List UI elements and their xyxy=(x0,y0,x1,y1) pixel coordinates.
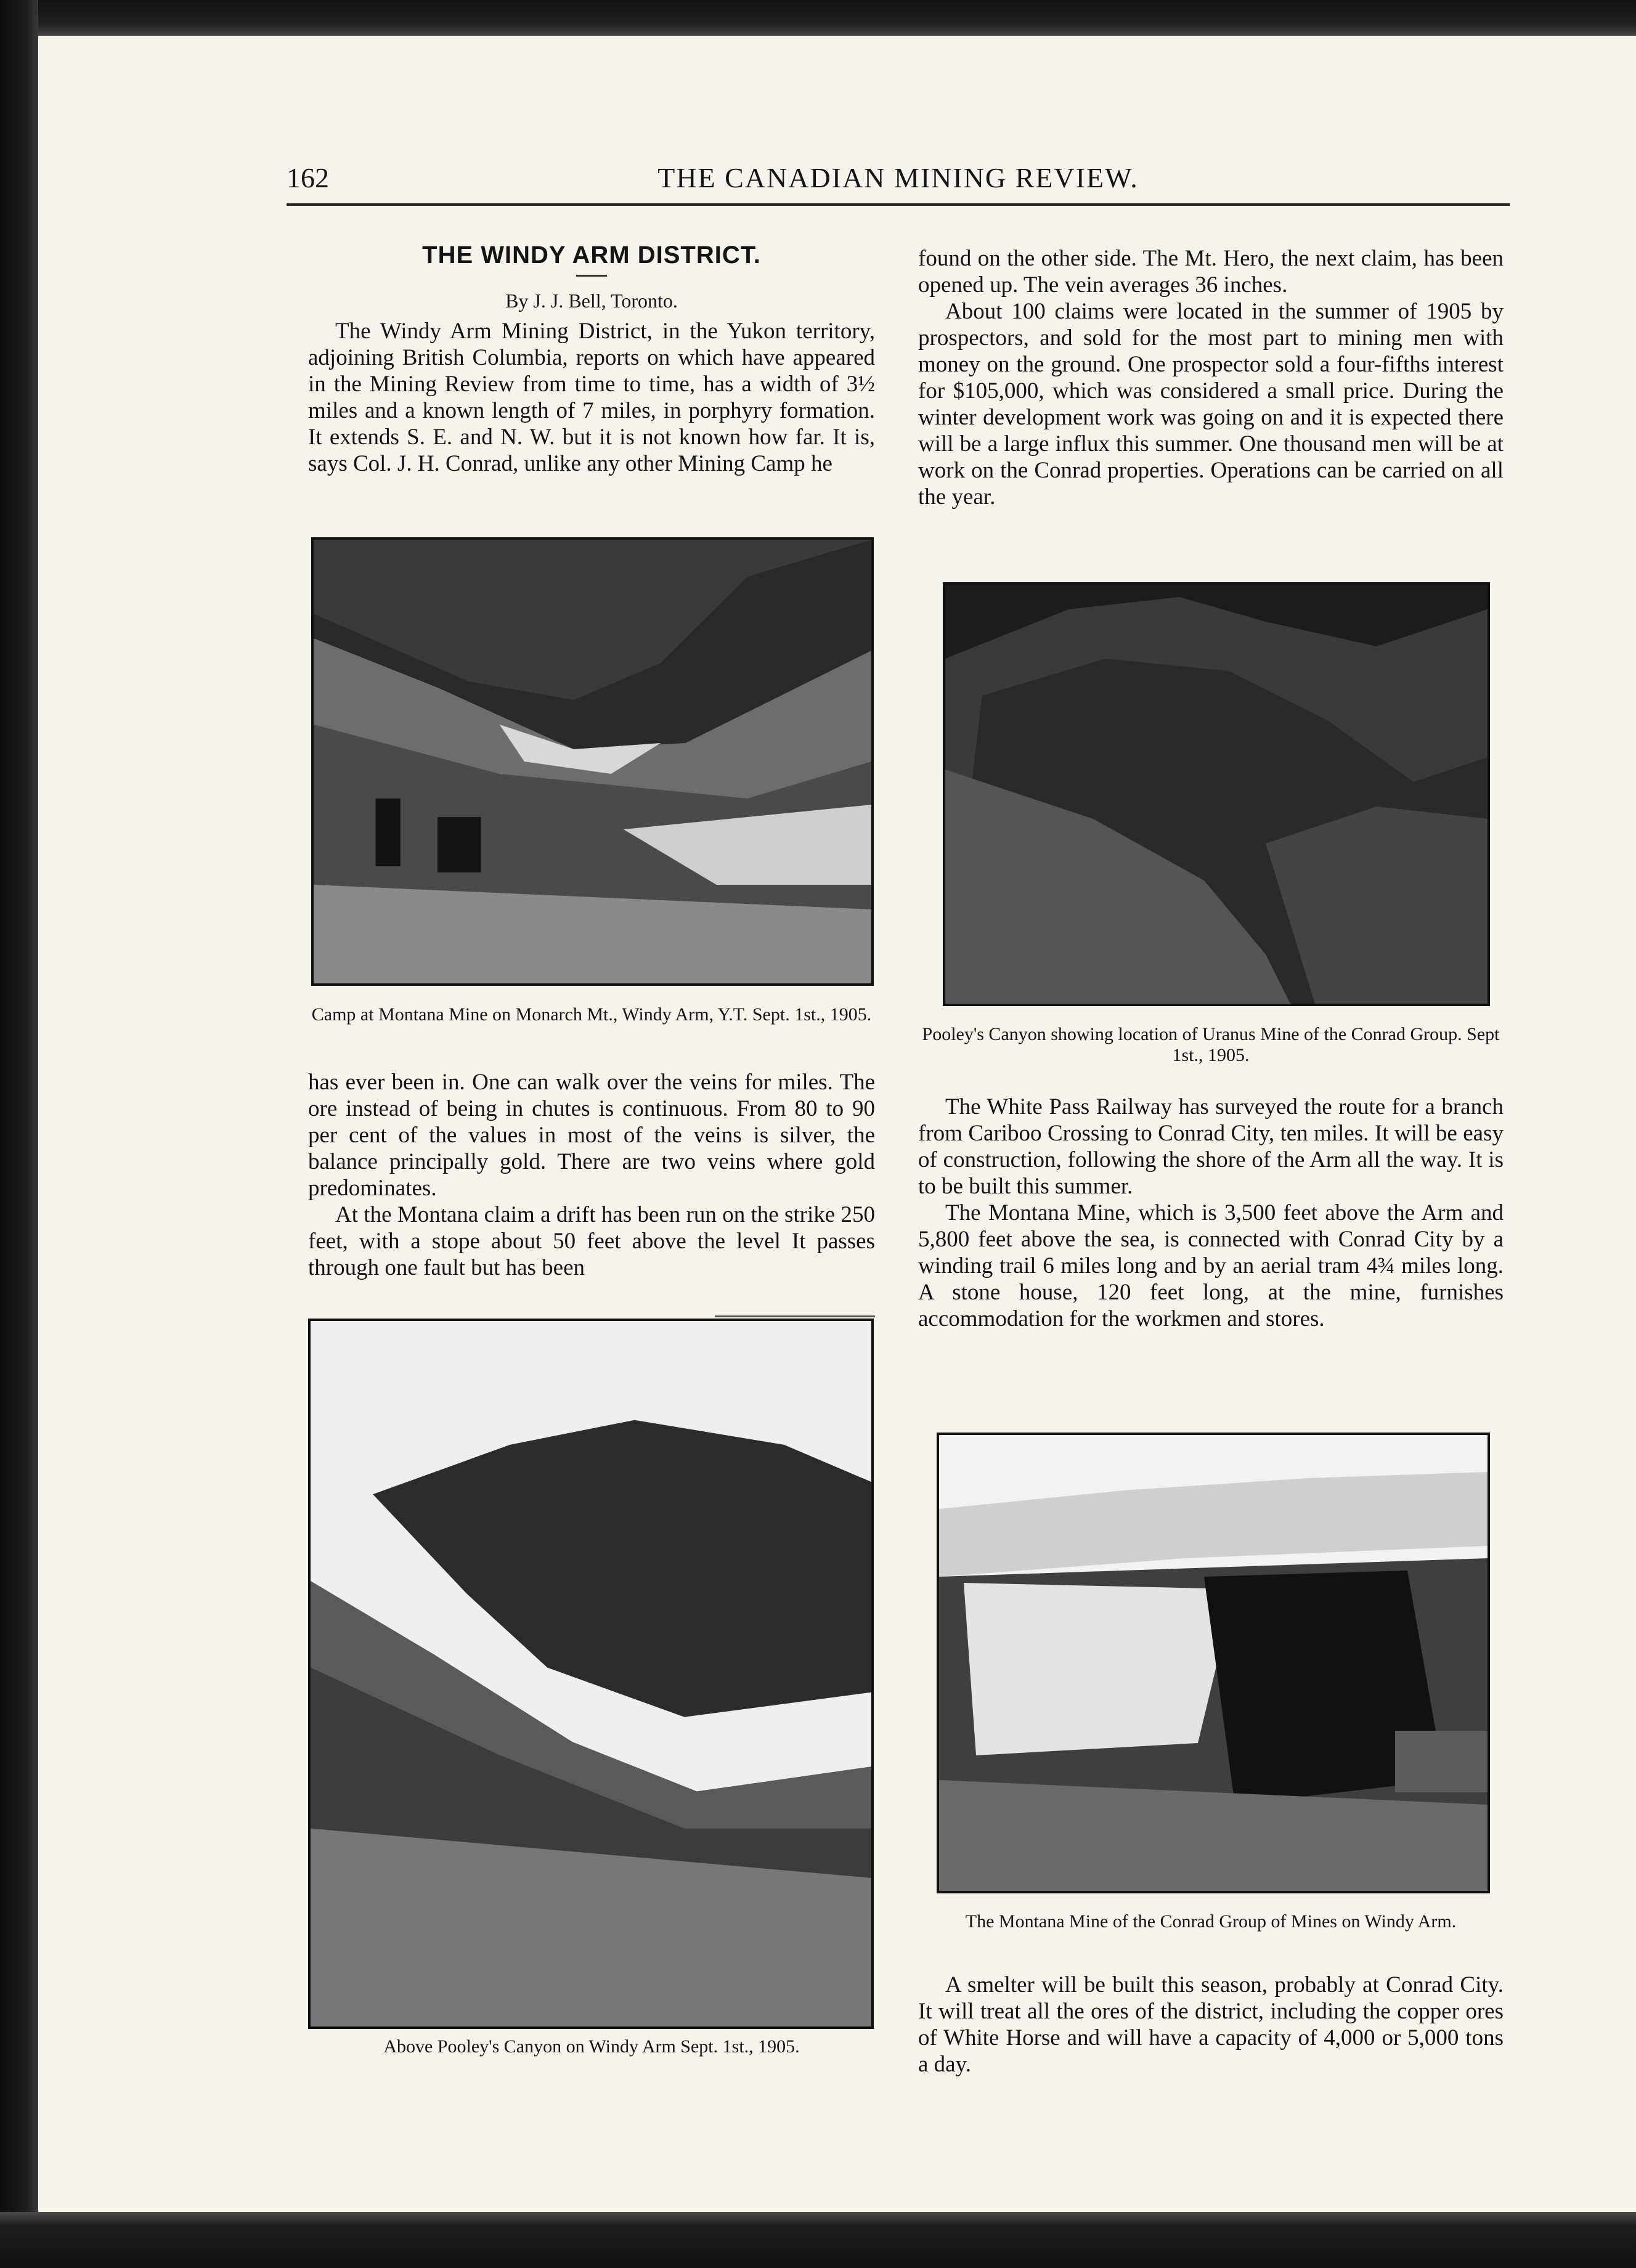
scan-border-top xyxy=(0,0,1636,36)
photo-pooleys-canyon-uranus-mine xyxy=(943,582,1490,1006)
paragraph: found on the other side. The Mt. Hero, the next claim, has been opened up. The vein averages 36 inches. xyxy=(918,246,1504,298)
paragraph: The Windy Arm Mining District, in the Yukon territory, adjoining British Columbia, reports on which have appeared in the Mining Review from time to time, has a width of 3½ miles and a known length of 7 miles, in porphyry formation. It extends S. E. and N. W. but it is not known how far. It is, says Col. J. H. Conrad, unlike any other Mining Camp he xyxy=(308,319,875,476)
photo-camp-montana-mine xyxy=(311,537,874,986)
caption-fig2: Pooley's Canyon showing location of Uranus Mine of the Conrad Group. Sept 1st., 1905. xyxy=(922,1024,1500,1065)
paragraph: At the Montana claim a drift has been run on the strike 250 feet, with a stope about 50 feet above the level It passes through one fault but has been xyxy=(308,1202,875,1280)
photo-above-pooleys-canyon xyxy=(308,1319,874,2029)
paragraph: About 100 claims were located in the summer of 1905 by prospectors, and sold for the most part to mining men with money on the ground. One prospector sold a four-fifths interest for $105,000, which was considered a small price. During the winter development work was going on and it is expected there will be a large influx this summer. One thousand men will be at work on the Conrad properties. Operations can be carried on all the year. xyxy=(918,299,1504,510)
caption-fig3: Above Pooley's Canyon on Windy Arm Sept. 1st., 1905. xyxy=(383,2036,800,2057)
right-column-middle xyxy=(918,1094,1504,1332)
caption-fig4: The Montana Mine of the Conrad Group of Mines on Windy Arm. xyxy=(965,1911,1457,1932)
byline: By J. J. Bell, Toronto. xyxy=(505,290,678,312)
caption-fig1: Camp at Montana Mine on Monarch Mt., Windy Arm, Y.T. Sept. 1st., 1905. xyxy=(311,1004,872,1025)
page-number: 162 xyxy=(287,162,329,193)
right-column-bottom xyxy=(918,1972,1504,2078)
scan-border-left xyxy=(0,0,38,2268)
left-column-top xyxy=(308,318,875,477)
paragraph: The White Pass Railway has surveyed the route for a branch from Cariboo Crossing to Conrad City, ten miles. It will be easy of construction, following the shore of the Arm all the way. It is to be built this summer. xyxy=(918,1094,1504,1199)
running-title: THE CANADIAN MINING REVIEW. xyxy=(657,162,1139,193)
left-column-middle xyxy=(308,1069,875,1281)
column-rule xyxy=(715,1315,875,1317)
article-title: THE WINDY ARM DISTRICT. xyxy=(422,242,761,269)
title-dash xyxy=(576,275,607,277)
scan-border-bottom xyxy=(0,2212,1636,2268)
paragraph: The Montana Mine, which is 3,500 feet above the Arm and 5,800 feet above the sea, is connected with Conrad City by a winding trail 6 miles long and by an aerial tram 4¾ miles long. A stone house, 120 feet long, at the mine, furnishes accommodation for the workmen and stores. xyxy=(918,1200,1504,1331)
header-rule xyxy=(287,203,1510,206)
paragraph: A smelter will be built this season, probably at Conrad City. It will treat all the ores of the district, including the copper ores of White Horse and will have a capacity of 4,000 or 5,000 tons a day. xyxy=(918,1972,1504,2077)
right-column-top xyxy=(918,245,1504,510)
page-header xyxy=(287,161,1510,205)
paragraph: has ever been in. One can walk over the veins for miles. The ore instead of being in chutes is continuous. From 80 to 90 per cent of the values in most of the veins is silver, the balance principally gold. There are two veins where gold predominates. xyxy=(308,1070,875,1201)
photo-montana-mine-conrad-group xyxy=(937,1433,1490,1893)
